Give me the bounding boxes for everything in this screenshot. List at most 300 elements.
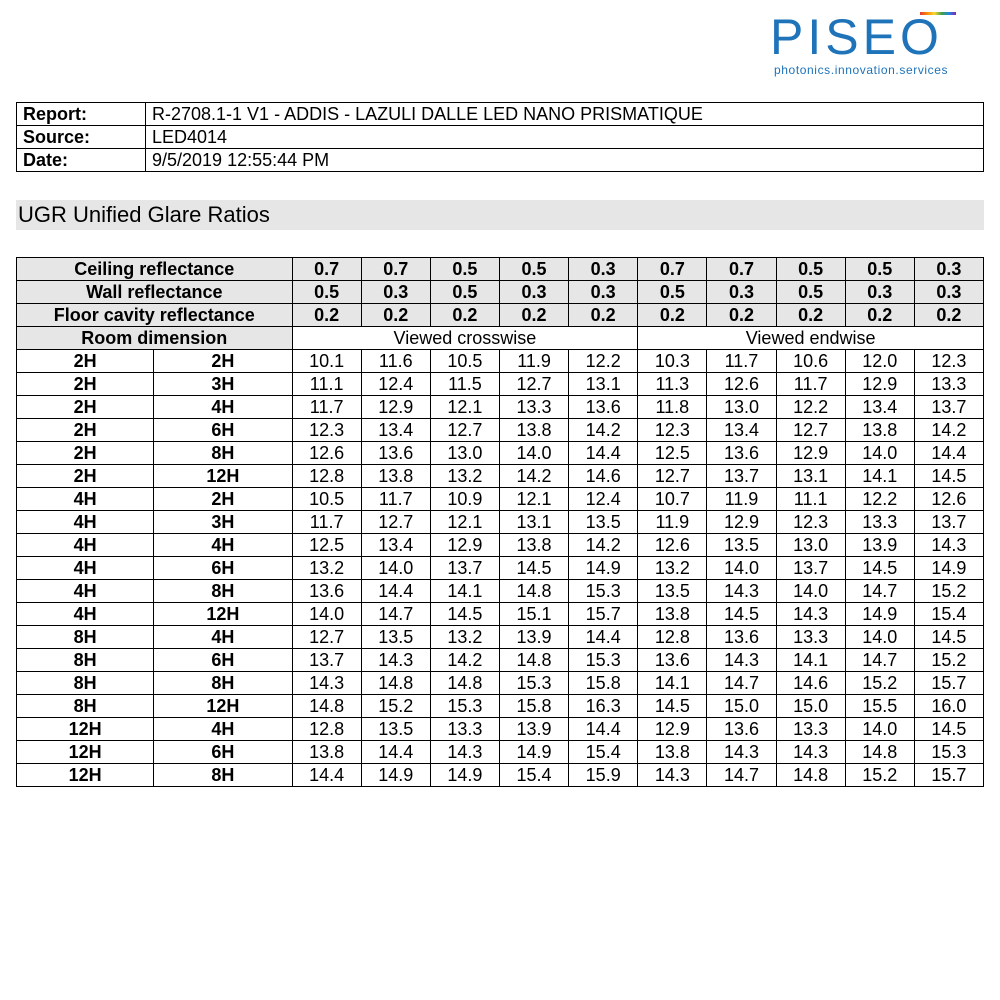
room-x-dimension: 2H	[17, 465, 154, 488]
ugr-value-cell: 12.5	[638, 442, 707, 465]
ugr-value-cell: 13.7	[914, 511, 983, 534]
ugr-value-cell: 12.9	[430, 534, 499, 557]
ugr-value-cell: 13.6	[707, 626, 776, 649]
room-y-dimension: 6H	[154, 741, 292, 764]
ugr-row	[17, 373, 984, 396]
ugr-value-cell: 13.1	[569, 373, 638, 396]
ugr-value-cell: 12.6	[292, 442, 361, 465]
room-dimension-label: Room dimension	[17, 327, 293, 350]
ugr-value-cell: 14.3	[707, 649, 776, 672]
ugr-value-cell: 15.4	[499, 764, 568, 787]
room-x-dimension: 2H	[17, 442, 154, 465]
ugr-value-cell: 13.3	[914, 373, 983, 396]
ugr-value-cell: 15.8	[569, 672, 638, 695]
ugr-value-cell: 13.7	[914, 396, 983, 419]
ugr-value-cell: 10.5	[292, 488, 361, 511]
room-dimension-row	[17, 327, 984, 350]
room-x-dimension: 8H	[17, 649, 154, 672]
floor-reflectance-value: 0.2	[569, 304, 638, 327]
ugr-row	[17, 465, 984, 488]
ugr-value-cell: 14.4	[914, 442, 983, 465]
ceiling-reflectance-value: 0.7	[292, 258, 361, 281]
ugr-value-cell: 14.3	[430, 741, 499, 764]
ugr-value-cell: 12.9	[845, 373, 914, 396]
ugr-value-cell: 13.5	[707, 534, 776, 557]
ugr-value-cell: 14.9	[430, 764, 499, 787]
ugr-value-cell: 14.4	[569, 718, 638, 741]
ugr-value-cell: 15.8	[499, 695, 568, 718]
ugr-value-cell: 14.4	[292, 764, 361, 787]
ugr-value-cell: 12.4	[361, 373, 430, 396]
ugr-value-cell: 14.4	[361, 741, 430, 764]
ugr-value-cell: 14.8	[499, 649, 568, 672]
ugr-value-cell: 13.4	[361, 419, 430, 442]
ugr-value-cell: 13.2	[638, 557, 707, 580]
wall-reflectance-label: Wall reflectance	[17, 281, 293, 304]
ugr-value-cell: 14.5	[914, 465, 983, 488]
ugr-value-cell: 11.9	[707, 488, 776, 511]
wall-reflectance-value: 0.5	[430, 281, 499, 304]
ugr-value-cell: 14.9	[914, 557, 983, 580]
room-x-dimension: 2H	[17, 396, 154, 419]
ugr-value-cell: 12.1	[430, 511, 499, 534]
ugr-value-cell: 12.6	[914, 488, 983, 511]
ugr-value-cell: 14.3	[707, 580, 776, 603]
ugr-value-cell: 10.6	[776, 350, 845, 373]
ugr-value-cell: 14.4	[361, 580, 430, 603]
info-value: 9/5/2019 12:55:44 PM	[146, 149, 984, 172]
ugr-value-cell: 13.3	[776, 626, 845, 649]
ugr-value-cell: 14.2	[569, 419, 638, 442]
ugr-value-cell: 10.3	[638, 350, 707, 373]
ugr-value-cell: 15.7	[569, 603, 638, 626]
ugr-value-cell: 12.8	[292, 465, 361, 488]
ugr-value-cell: 13.8	[499, 534, 568, 557]
ugr-value-cell: 12.1	[499, 488, 568, 511]
ugr-value-cell: 14.0	[845, 442, 914, 465]
ugr-value-cell: 14.5	[914, 626, 983, 649]
room-y-dimension: 8H	[154, 672, 292, 695]
ugr-value-cell: 11.3	[638, 373, 707, 396]
room-y-dimension: 8H	[154, 764, 292, 787]
ugr-value-cell: 14.0	[845, 626, 914, 649]
viewed-endwise-label: Viewed endwise	[638, 327, 984, 350]
ugr-value-cell: 13.5	[361, 626, 430, 649]
ugr-value-cell: 14.3	[914, 534, 983, 557]
ugr-value-cell: 12.3	[292, 419, 361, 442]
ugr-value-cell: 14.7	[845, 649, 914, 672]
room-y-dimension: 3H	[154, 511, 292, 534]
info-row	[17, 149, 984, 172]
ugr-value-cell: 13.7	[292, 649, 361, 672]
room-x-dimension: 8H	[17, 672, 154, 695]
ugr-value-cell: 14.6	[776, 672, 845, 695]
ugr-value-cell: 13.1	[776, 465, 845, 488]
floor-reflectance-value: 0.2	[292, 304, 361, 327]
ugr-value-cell: 14.1	[845, 465, 914, 488]
ugr-value-cell: 13.3	[776, 718, 845, 741]
ugr-table	[16, 257, 984, 787]
ceiling-reflectance-value: 0.7	[638, 258, 707, 281]
ugr-value-cell: 13.6	[707, 718, 776, 741]
ugr-value-cell: 15.3	[569, 580, 638, 603]
floor-reflectance-value: 0.2	[499, 304, 568, 327]
ugr-row	[17, 741, 984, 764]
ugr-value-cell: 14.3	[361, 649, 430, 672]
ugr-value-cell: 12.6	[638, 534, 707, 557]
ugr-value-cell: 12.9	[707, 511, 776, 534]
ugr-value-cell: 13.6	[638, 649, 707, 672]
ugr-value-cell: 12.7	[638, 465, 707, 488]
ugr-value-cell: 13.8	[499, 419, 568, 442]
ugr-value-cell: 13.3	[845, 511, 914, 534]
ugr-value-cell: 14.5	[845, 557, 914, 580]
ugr-value-cell: 11.7	[707, 350, 776, 373]
room-x-dimension: 2H	[17, 373, 154, 396]
floor-reflectance-value: 0.2	[638, 304, 707, 327]
room-x-dimension: 12H	[17, 764, 154, 787]
ugr-value-cell: 12.2	[845, 488, 914, 511]
ugr-value-cell: 14.0	[499, 442, 568, 465]
wall-reflectance-value: 0.3	[707, 281, 776, 304]
ugr-value-cell: 14.2	[914, 419, 983, 442]
ugr-value-cell: 13.3	[499, 396, 568, 419]
report-info-table	[16, 102, 984, 172]
floor-reflectance-value: 0.2	[845, 304, 914, 327]
info-label: Report:	[17, 103, 146, 126]
ugr-row	[17, 649, 984, 672]
ugr-value-cell: 13.5	[361, 718, 430, 741]
ugr-value-cell: 14.1	[430, 580, 499, 603]
ugr-value-cell: 11.6	[361, 350, 430, 373]
ugr-value-cell: 16.3	[569, 695, 638, 718]
ugr-value-cell: 13.0	[430, 442, 499, 465]
ugr-value-cell: 11.7	[292, 511, 361, 534]
ugr-value-cell: 15.5	[845, 695, 914, 718]
ceiling-reflectance-value: 0.7	[361, 258, 430, 281]
ceiling-reflectance-value: 0.5	[776, 258, 845, 281]
room-y-dimension: 4H	[154, 396, 292, 419]
ugr-value-cell: 14.8	[361, 672, 430, 695]
info-label: Date:	[17, 149, 146, 172]
ugr-value-cell: 13.4	[707, 419, 776, 442]
ugr-value-cell: 14.3	[776, 603, 845, 626]
ugr-value-cell: 14.0	[845, 718, 914, 741]
ugr-value-cell: 11.1	[776, 488, 845, 511]
room-x-dimension: 12H	[17, 741, 154, 764]
ugr-value-cell: 15.4	[914, 603, 983, 626]
ugr-value-cell: 12.4	[569, 488, 638, 511]
ugr-value-cell: 12.3	[914, 350, 983, 373]
ceiling-reflectance-value: 0.3	[914, 258, 983, 281]
ugr-value-cell: 14.4	[569, 626, 638, 649]
ugr-value-cell: 15.0	[707, 695, 776, 718]
ugr-value-cell: 13.1	[499, 511, 568, 534]
ugr-value-cell: 12.0	[845, 350, 914, 373]
wall-reflectance-value: 0.5	[638, 281, 707, 304]
ugr-value-cell: 13.7	[707, 465, 776, 488]
ugr-value-cell: 14.9	[361, 764, 430, 787]
ugr-value-cell: 14.7	[845, 580, 914, 603]
ugr-row	[17, 626, 984, 649]
ugr-value-cell: 13.2	[430, 626, 499, 649]
floor-reflectance-value: 0.2	[361, 304, 430, 327]
ceiling-reflectance-value: 0.7	[707, 258, 776, 281]
ugr-value-cell: 14.8	[845, 741, 914, 764]
ugr-value-cell: 14.0	[361, 557, 430, 580]
ugr-value-cell: 14.1	[776, 649, 845, 672]
ugr-value-cell: 14.8	[776, 764, 845, 787]
ugr-value-cell: 11.9	[499, 350, 568, 373]
ugr-value-cell: 14.5	[499, 557, 568, 580]
ugr-value-cell: 14.3	[638, 764, 707, 787]
ugr-value-cell: 14.0	[776, 580, 845, 603]
room-y-dimension: 8H	[154, 580, 292, 603]
ugr-value-cell: 14.2	[430, 649, 499, 672]
ugr-value-cell: 15.3	[914, 741, 983, 764]
ugr-value-cell: 13.0	[776, 534, 845, 557]
ugr-value-cell: 14.8	[292, 695, 361, 718]
ugr-value-cell: 12.8	[638, 626, 707, 649]
ugr-value-cell: 13.7	[430, 557, 499, 580]
ugr-value-cell: 14.9	[499, 741, 568, 764]
room-y-dimension: 4H	[154, 718, 292, 741]
ugr-value-cell: 15.2	[914, 580, 983, 603]
ugr-value-cell: 15.2	[361, 695, 430, 718]
ugr-value-cell: 13.2	[292, 557, 361, 580]
logo-wordmark: PISEO	[770, 9, 943, 65]
ugr-value-cell: 12.7	[292, 626, 361, 649]
ugr-value-cell: 13.2	[430, 465, 499, 488]
ugr-value-cell: 15.7	[914, 672, 983, 695]
ugr-value-cell: 14.3	[292, 672, 361, 695]
ugr-value-cell: 12.9	[638, 718, 707, 741]
room-y-dimension: 6H	[154, 649, 292, 672]
info-value: R-2708.1-1 V1 - ADDIS - LAZULI DALLE LED NANO PRISMATIQUE	[146, 103, 984, 126]
ugr-value-cell: 11.7	[292, 396, 361, 419]
room-x-dimension: 4H	[17, 488, 154, 511]
ugr-value-cell: 14.5	[638, 695, 707, 718]
ugr-row	[17, 557, 984, 580]
ugr-value-cell: 15.3	[499, 672, 568, 695]
ugr-row	[17, 396, 984, 419]
ugr-value-cell: 14.2	[499, 465, 568, 488]
ugr-value-cell: 15.2	[845, 764, 914, 787]
room-y-dimension: 3H	[154, 373, 292, 396]
ugr-value-cell: 13.8	[292, 741, 361, 764]
section-title: UGR Unified Glare Ratios	[16, 200, 984, 230]
ugr-value-cell: 12.9	[776, 442, 845, 465]
ugr-value-cell: 15.2	[914, 649, 983, 672]
ugr-value-cell: 12.7	[499, 373, 568, 396]
room-y-dimension: 4H	[154, 626, 292, 649]
ugr-value-cell: 12.5	[292, 534, 361, 557]
ugr-value-cell: 12.6	[707, 373, 776, 396]
room-x-dimension: 4H	[17, 580, 154, 603]
ugr-value-cell: 13.9	[499, 718, 568, 741]
ugr-value-cell: 13.8	[361, 465, 430, 488]
floor-reflectance-value: 0.2	[776, 304, 845, 327]
room-x-dimension: 4H	[17, 511, 154, 534]
info-row	[17, 126, 984, 149]
wall-reflectance-value: 0.3	[845, 281, 914, 304]
ceiling-reflectance-value: 0.3	[569, 258, 638, 281]
ugr-row	[17, 511, 984, 534]
room-x-dimension: 8H	[17, 695, 154, 718]
floor-reflectance-label: Floor cavity reflectance	[17, 304, 293, 327]
wall-reflectance-value: 0.5	[776, 281, 845, 304]
ugr-value-cell: 13.6	[292, 580, 361, 603]
room-x-dimension: 4H	[17, 534, 154, 557]
floor-reflectance-value: 0.2	[914, 304, 983, 327]
ugr-row	[17, 442, 984, 465]
wall-reflectance-value: 0.3	[914, 281, 983, 304]
ugr-value-cell: 13.4	[845, 396, 914, 419]
ugr-row	[17, 764, 984, 787]
room-y-dimension: 12H	[154, 695, 292, 718]
room-y-dimension: 12H	[154, 603, 292, 626]
ugr-value-cell: 14.4	[569, 442, 638, 465]
ugr-value-cell: 14.2	[569, 534, 638, 557]
floor-reflectance-row	[17, 304, 984, 327]
ugr-value-cell: 15.9	[569, 764, 638, 787]
ugr-value-cell: 14.5	[914, 718, 983, 741]
ugr-value-cell: 13.6	[707, 442, 776, 465]
ugr-value-cell: 14.9	[845, 603, 914, 626]
ugr-value-cell: 15.7	[914, 764, 983, 787]
ceiling-reflectance-value: 0.5	[845, 258, 914, 281]
ugr-value-cell: 14.0	[292, 603, 361, 626]
ceiling-reflectance-label: Ceiling reflectance	[17, 258, 293, 281]
room-x-dimension: 2H	[17, 350, 154, 373]
floor-reflectance-value: 0.2	[430, 304, 499, 327]
ugr-value-cell: 14.7	[707, 672, 776, 695]
info-label: Source:	[17, 126, 146, 149]
ugr-value-cell: 10.5	[430, 350, 499, 373]
ugr-value-cell: 14.8	[499, 580, 568, 603]
room-x-dimension: 12H	[17, 718, 154, 741]
ugr-value-cell: 14.1	[638, 672, 707, 695]
room-y-dimension: 6H	[154, 557, 292, 580]
ugr-value-cell: 12.2	[569, 350, 638, 373]
ugr-value-cell: 15.3	[569, 649, 638, 672]
ugr-value-cell: 12.9	[361, 396, 430, 419]
ugr-value-cell: 14.0	[707, 557, 776, 580]
room-y-dimension: 6H	[154, 419, 292, 442]
ugr-value-cell: 12.2	[776, 396, 845, 419]
ugr-value-cell: 14.6	[569, 465, 638, 488]
ugr-value-cell: 13.0	[707, 396, 776, 419]
ceiling-reflectance-value: 0.5	[430, 258, 499, 281]
ugr-row	[17, 350, 984, 373]
ugr-value-cell: 13.7	[776, 557, 845, 580]
ugr-value-cell: 14.7	[361, 603, 430, 626]
ugr-value-cell: 13.5	[569, 511, 638, 534]
ugr-value-cell: 14.7	[707, 764, 776, 787]
ugr-value-cell: 14.3	[776, 741, 845, 764]
room-x-dimension: 8H	[17, 626, 154, 649]
ugr-value-cell: 11.9	[638, 511, 707, 534]
ugr-value-cell: 10.7	[638, 488, 707, 511]
ugr-value-cell: 11.1	[292, 373, 361, 396]
wall-reflectance-value: 0.3	[499, 281, 568, 304]
ceiling-reflectance-value: 0.5	[499, 258, 568, 281]
wall-reflectance-value: 0.5	[292, 281, 361, 304]
ugr-value-cell: 12.7	[361, 511, 430, 534]
ugr-value-cell: 15.1	[499, 603, 568, 626]
ugr-value-cell: 13.5	[638, 580, 707, 603]
ugr-row	[17, 695, 984, 718]
floor-reflectance-value: 0.2	[707, 304, 776, 327]
ugr-value-cell: 12.7	[430, 419, 499, 442]
room-y-dimension: 4H	[154, 534, 292, 557]
ugr-row	[17, 603, 984, 626]
info-row	[17, 103, 984, 126]
ugr-value-cell: 15.4	[569, 741, 638, 764]
room-y-dimension: 2H	[154, 488, 292, 511]
ugr-value-cell: 14.3	[707, 741, 776, 764]
ugr-value-cell: 14.8	[430, 672, 499, 695]
room-x-dimension: 2H	[17, 419, 154, 442]
ugr-value-cell: 15.3	[430, 695, 499, 718]
ugr-value-cell: 12.8	[292, 718, 361, 741]
ugr-value-cell: 11.8	[638, 396, 707, 419]
ugr-row	[17, 718, 984, 741]
ugr-value-cell: 12.3	[776, 511, 845, 534]
ugr-row	[17, 580, 984, 603]
ugr-value-cell: 13.4	[361, 534, 430, 557]
ugr-row	[17, 488, 984, 511]
room-y-dimension: 12H	[154, 465, 292, 488]
room-y-dimension: 8H	[154, 442, 292, 465]
ugr-value-cell: 13.6	[569, 396, 638, 419]
ugr-value-cell: 13.3	[430, 718, 499, 741]
ugr-value-cell: 13.6	[361, 442, 430, 465]
viewed-crosswise-label: Viewed crosswise	[292, 327, 638, 350]
ugr-value-cell: 11.7	[361, 488, 430, 511]
ugr-value-cell: 13.9	[499, 626, 568, 649]
ugr-row	[17, 419, 984, 442]
ugr-value-cell: 10.1	[292, 350, 361, 373]
ugr-value-cell: 11.5	[430, 373, 499, 396]
ugr-value-cell: 14.5	[707, 603, 776, 626]
ugr-value-cell: 15.0	[776, 695, 845, 718]
piseo-logo	[770, 8, 990, 78]
wall-reflectance-row	[17, 281, 984, 304]
logo-tagline: photonics.innovation.services	[774, 63, 949, 77]
ugr-value-cell: 12.1	[430, 396, 499, 419]
ugr-value-cell: 13.8	[638, 741, 707, 764]
room-y-dimension: 2H	[154, 350, 292, 373]
ugr-value-cell: 12.7	[776, 419, 845, 442]
ugr-row	[17, 672, 984, 695]
ugr-value-cell: 13.9	[845, 534, 914, 557]
ugr-value-cell: 10.9	[430, 488, 499, 511]
ugr-value-cell: 14.9	[569, 557, 638, 580]
info-value: LED4014	[146, 126, 984, 149]
room-x-dimension: 4H	[17, 603, 154, 626]
ugr-value-cell: 14.5	[430, 603, 499, 626]
ugr-value-cell: 12.3	[638, 419, 707, 442]
room-x-dimension: 4H	[17, 557, 154, 580]
ceiling-reflectance-row	[17, 258, 984, 281]
wall-reflectance-value: 0.3	[361, 281, 430, 304]
ugr-value-cell: 13.8	[638, 603, 707, 626]
ugr-value-cell: 15.2	[845, 672, 914, 695]
wall-reflectance-value: 0.3	[569, 281, 638, 304]
ugr-row	[17, 534, 984, 557]
ugr-value-cell: 16.0	[914, 695, 983, 718]
